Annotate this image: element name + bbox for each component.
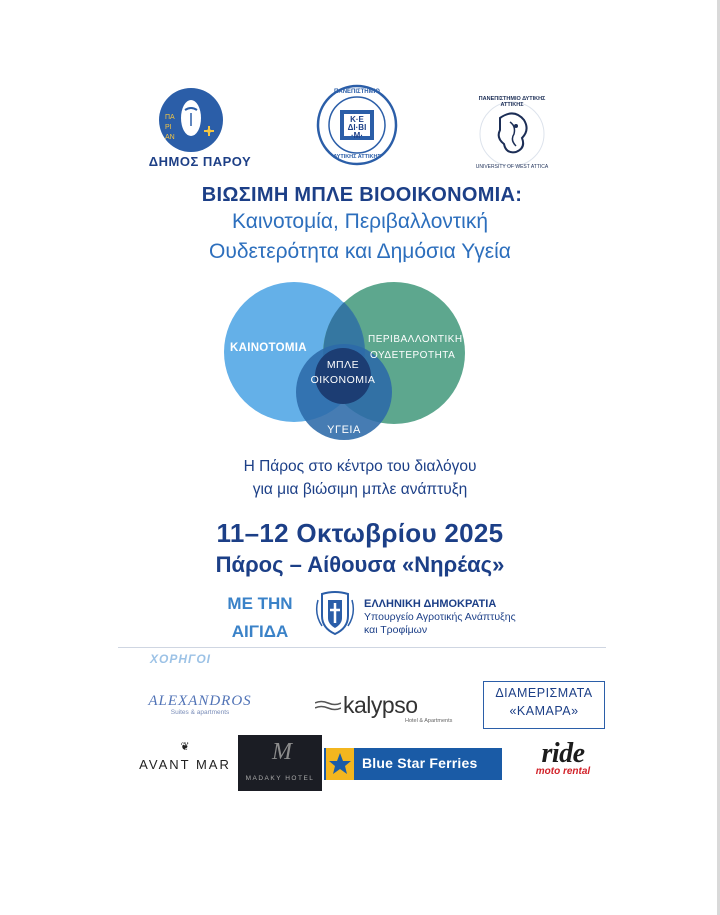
ministry-name [364,611,564,637]
madaky-mark-icon: M [272,739,292,765]
sponsor-avant-mar-name: AVANT MAR [139,757,231,772]
sponsor-ride-subtitle: moto rental [535,766,591,777]
avant-mar-leaf-icon: ❦ [180,741,190,753]
sponsor-kalypso-logo [313,692,463,724]
sponsor-ride-name: ride [541,738,585,769]
title-line-1: ΒΙΩΣΙΜΗ ΜΠΛΕ ΒΙΟΟΙΚΟΝΟΜΙΑ: [201,184,523,206]
venn-label-bottom: ΥΓΕΙΑ [327,424,361,436]
uniwa-ring-bottom-text: UNIVERSITY OF WEST ATTICA [475,164,549,170]
kedivi-center-text: ·Μ· [351,131,363,140]
paros-emblem-letter: ΡΙ [165,124,172,131]
kedivi-ring-bottom-text: ΔΥΤΙΚΗΣ ΑΤΤΙΚΗΣ [333,154,381,160]
sponsor-kalypso-name: kalypso [343,692,418,718]
kedivi-logo [316,84,398,166]
sponsor-avant-mar-logo [137,740,233,790]
paros-municipality-logo [148,88,258,176]
sponsor-kamara-line-2: «ΚΑΜΑΡΑ» [509,704,579,718]
blue-star-icon [326,748,354,780]
patronage-label [210,590,310,646]
kedivi-center-text: Κ·Ε [350,115,364,124]
venn-diagram [222,280,508,450]
title-line-2: Καινοτομία, Περιβαλλοντική [231,210,489,233]
patronage-label-line: ΑΙΓΙΔΑ [231,622,289,641]
sponsor-madaky-logo [238,735,322,791]
sponsors-divider [118,647,606,648]
paros-municipality-name: ΔΗΜΟΣ ΠΑΡΟΥ [148,154,252,169]
sponsor-blue-star-ferries-name: Blue Star Ferries [362,755,478,771]
sponsor-kalypso-subtitle: Hotel & Apartments [405,718,453,724]
uniwa-logo [470,96,554,172]
ministry-name-line: και Τροφίμων [364,624,428,636]
event-venue: Πάρος – Αίθουσα «Νηρέας» [215,552,505,577]
government-name: ΕΛΛΗΝΙΚΗ ΔΗΜΟΚΡΑΤΙΑ [364,598,497,610]
sponsor-madaky-name: MADAKY HOTEL [245,775,315,782]
title-line-3: Ουδετερότητα και Δημόσια Υγεία [209,240,511,263]
sponsor-alexandros-logo [144,693,256,723]
uniwa-ring-top-text: ΠΑΝΕΠΙΣΤΗΜΙΟ ΔΥΤΙΚΗΣ ΑΤΤΙΚΗΣ [478,96,546,108]
greek-coat-of-arms-icon [314,590,356,636]
venn-label-right: ΟΥΔΕΤΕΡΟΤΗΤΑ [370,350,456,361]
venn-label-center: ΟΙΚΟΝΟΜΙΑ [310,374,376,386]
paros-emblem-letter: ΑΝ [165,134,175,141]
sponsors-label: ΧΟΡΗΓΟΙ [150,652,211,666]
sponsor-alexandros-name: ALEXANDROS [148,693,252,709]
paros-emblem-letter: ΠΑ [165,114,175,121]
sponsor-kamara-line-1: ΔΙΑΜΕΡΙΣΜΑΤΑ [495,686,593,700]
venn-label-center: ΜΠΛΕ [326,359,360,371]
kedivi-ring-top-text: ΠΑΝΕΠΙΣΤΗΜΙΟ [334,89,380,95]
ministry-name-line: Υπουργείο Αγροτικής Ανάπτυξης [364,611,516,623]
venn-label-left: ΚΑΙΝΟΤΟΜΙΑ [230,342,307,354]
tagline-line-2: για μια βιώσιμη μπλε ανάπτυξη [252,481,468,498]
sponsor-ride-logo [527,740,599,786]
kedivi-center-text: ΔΙ·ΒΙ [347,123,367,132]
tagline-line-1: Η Πάρος στο κέντρο του διαλόγου [243,458,477,475]
patronage-label-line: ΜΕ ΤΗΝ [227,594,293,613]
kalypso-wave-icon [315,700,341,712]
event-dates: 11–12 Οκτωβρίου 2025 [216,518,504,548]
sponsor-blue-star-ferries-logo [324,748,502,780]
sponsor-kamara-logo [483,681,605,729]
sponsor-alexandros-subtitle: Suites & apartments [170,709,230,716]
paros-emblem-icon [159,88,223,152]
venn-label-right: ΠΕΡΙΒΑΛΛΟΝΤΙΚΗ [368,334,463,345]
